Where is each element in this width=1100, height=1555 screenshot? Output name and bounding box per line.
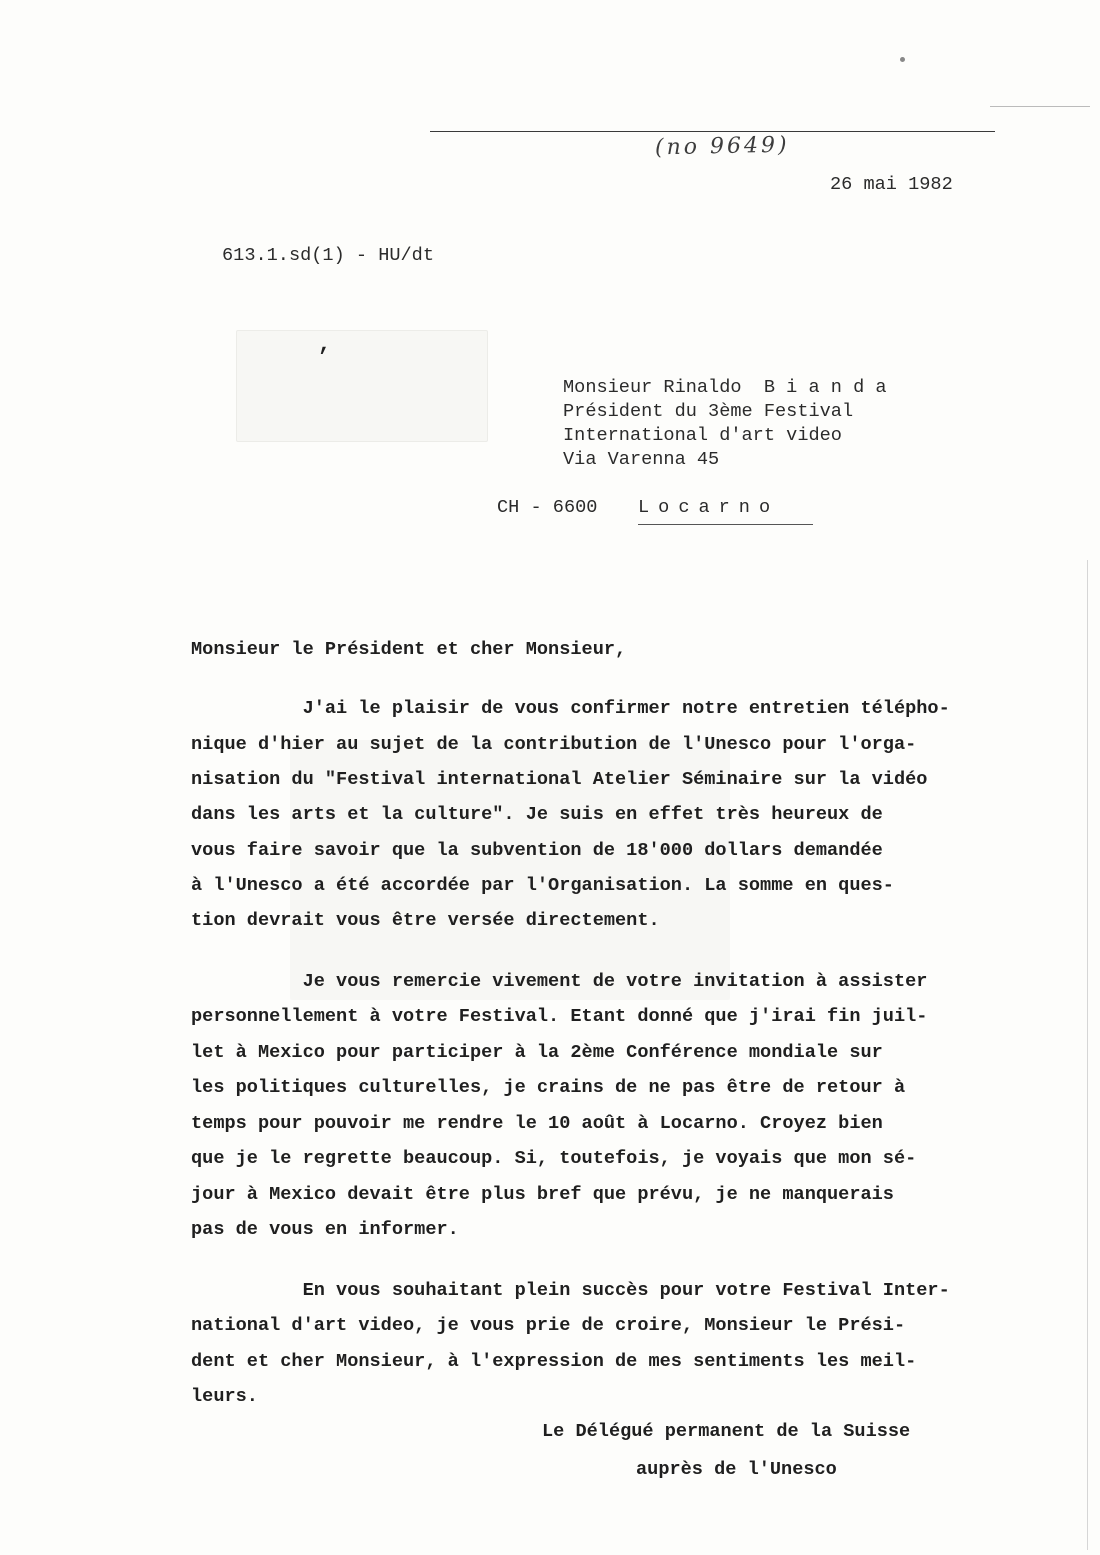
text-line: J'ai le plaisir de vous confirmer notre entretien télépho-: [191, 698, 950, 719]
text-line: nisation du "Festival international Atelier Séminaire sur la vidéo: [191, 769, 928, 790]
text-line: les politiques culturelles, je crains de ne pas être de retour à: [191, 1077, 906, 1098]
signature-title: Le Délégué permanent de la Suisse: [542, 1421, 911, 1442]
city-underline: [638, 524, 813, 525]
recipient-city: Locarno: [638, 497, 780, 518]
text-line: vous faire savoir que la subvention de 18'000 dollars demandée: [191, 840, 883, 861]
text-line: Je vous remercie vivement de votre invitation à assister: [191, 971, 928, 992]
tick-mark: ,: [318, 332, 332, 357]
signature-organization: auprès de l'Unesco: [636, 1459, 837, 1480]
text-line: à l'Unesco a été accordée par l'Organisation. La somme en ques-: [191, 875, 894, 896]
handwritten-reference: (no 9649): [654, 132, 790, 161]
text-line: personnellement à votre Festival. Etant donné que j'irai fin juil-: [191, 1006, 928, 1027]
text-line: nique d'hier au sujet de la contribution de l'Unesco pour l'orga-: [191, 734, 917, 755]
salutation: Monsieur le Président et cher Monsieur,: [191, 639, 627, 660]
text-line: dent et cher Monsieur, à l'expression de mes sentiments les meil-: [191, 1351, 917, 1372]
text-line: national d'art video, je vous prie de croire, Monsieur le Prési-: [191, 1315, 906, 1336]
top-rule-faint: [990, 106, 1090, 107]
punch-mark: [900, 57, 905, 62]
show-through-stamp: [236, 330, 488, 442]
text-line: En vous souhaitant plein succès pour votre Festival Inter-: [191, 1280, 950, 1301]
text-line: dans les arts et la culture". Je suis en effet très heureux de: [191, 804, 883, 825]
recipient-title: Président du 3ème Festival: [563, 401, 854, 422]
text-line: tion devrait vous être versée directement.: [191, 910, 660, 931]
text-line: leurs.: [191, 1386, 258, 1407]
page-edge: [1087, 560, 1088, 1550]
top-rule: [430, 131, 995, 132]
text-line: jour à Mexico devait être plus bref que prévu, je ne manquerais: [191, 1184, 894, 1205]
recipient-street: Via Varenna 45: [563, 449, 720, 470]
letter-date: 26 mai 1982: [830, 174, 953, 195]
recipient-organization: International d'art video: [563, 425, 842, 446]
recipient-name: Monsieur Rinaldo B i a n d a: [563, 377, 887, 398]
text-line: que je le regrette beaucoup. Si, toutefois, je voyais que mon sé-: [191, 1148, 917, 1169]
text-line: pas de vous en informer.: [191, 1219, 459, 1240]
recipient-postal-code: CH - 6600: [497, 497, 598, 518]
text-line: temps pour pouvoir me rendre le 10 août à Locarno. Croyez bien: [191, 1113, 883, 1134]
file-reference: 613.1.sd(1) - HU/dt: [222, 245, 435, 266]
text-line: let à Mexico pour participer à la 2ème Conférence mondiale sur: [191, 1042, 883, 1063]
